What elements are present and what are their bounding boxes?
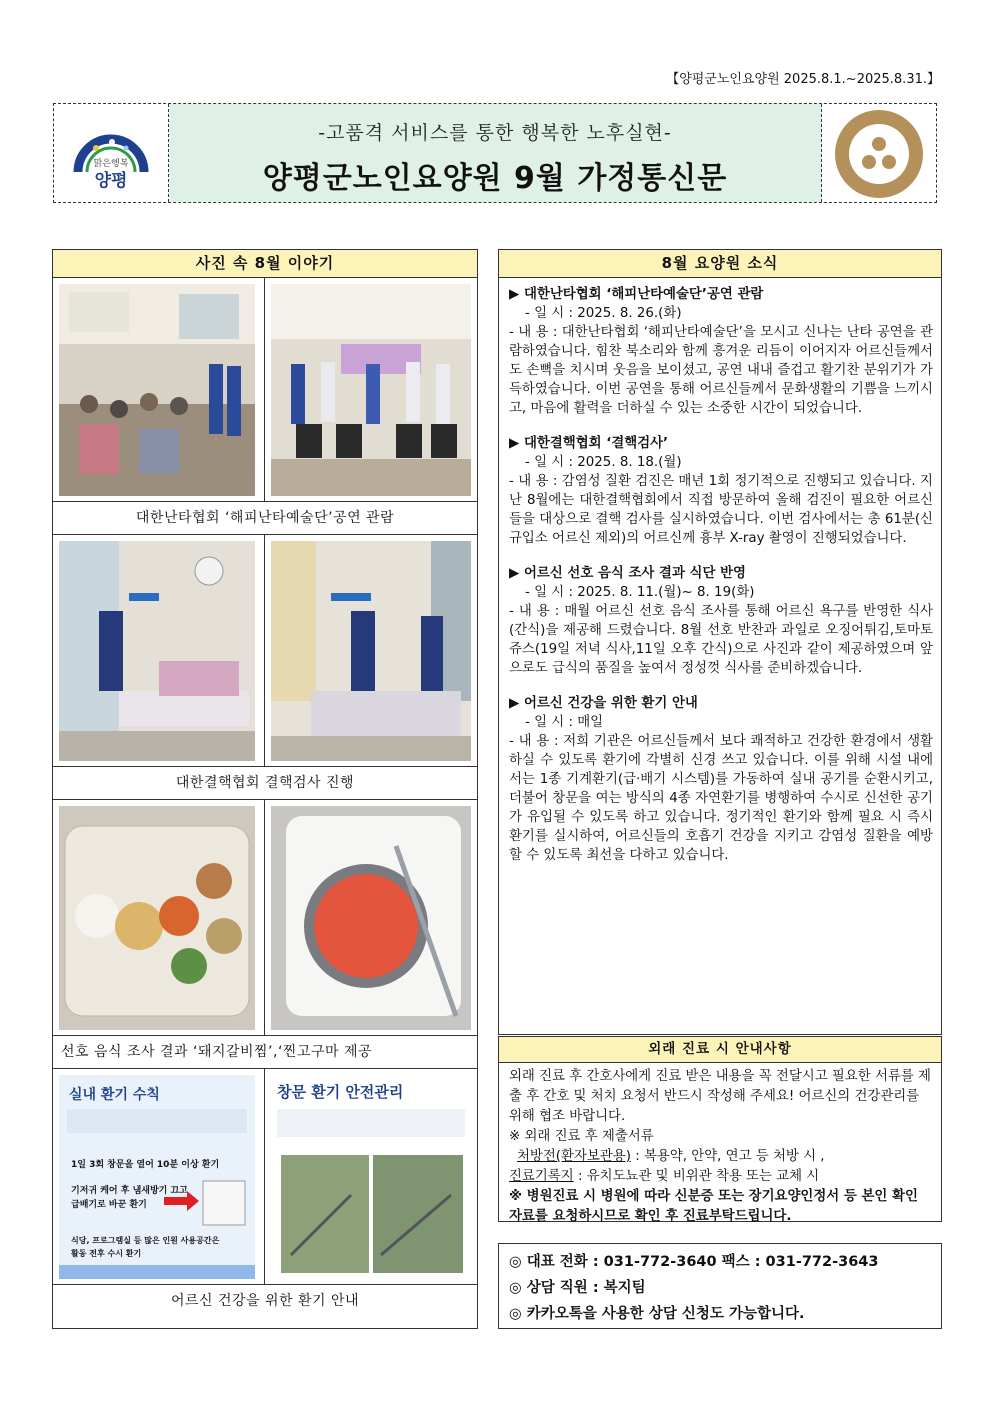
photo-meal-tray xyxy=(53,800,265,1035)
page-title: 양평군노인요양원 9월 가정통신문 xyxy=(262,161,728,196)
news-body-3: - 내 용 : 매월 어르신 선호 음식 조사를 통해 어르신 욕구를 반영한 식사(간식)을 제공해 드렸습니다. 8월 선호 반찬과 과일로 오징어튀김,토마토쥬스(19일 저녁 식사,11일 오후 간식)으로 사진과 같이 제공하였으며 앞으로도 급식의 품질을 높여서 정성껏 식사를 준비하겠습니다. xyxy=(509,604,933,676)
poster-window-safety xyxy=(265,1069,477,1284)
poster1-title: 실내 환기 수칙 xyxy=(69,1087,160,1103)
news-body-2: - 내 용 : 감염성 질환 검진은 매년 1회 정기적으로 진행되고 있습니다. 지난 8월에는 대한결핵협회에서 직접 방문하여 올해 검진이 필요한 어르신들을 대상으로 결핵 검사를 실시하였습니다. 이번 검사에서는 총 61분(신규입소 어르신 제외)의 어르신께 흉부 X-ray 촬영이 진행되었습니다. xyxy=(509,474,933,546)
subtitle: -고품격 서비스를 통한 행복한 노후실현- xyxy=(318,122,672,144)
contact-kakao: ◎ 카카오톡을 사용한 상담 신청도 가능합니다. xyxy=(509,1306,805,1322)
poster2-title: 창문 환기 안전관리 xyxy=(277,1083,404,1101)
period-label: 【양평군노인요양원 2025.8.1.~2025.8.31.】 xyxy=(666,72,940,87)
news-panel xyxy=(498,249,942,1035)
news-title-1: ▶ 대한난타협회 ‘해피난타예술단’공연 관람 xyxy=(509,287,764,302)
photo-nanta-performance xyxy=(265,278,477,501)
photo-story-panel xyxy=(52,249,478,1329)
poster-indoor-ventilation xyxy=(53,1069,265,1284)
photo-row-food xyxy=(53,800,477,1036)
poster1-line5: 활동 전후 수시 환기 xyxy=(71,1249,142,1258)
notice-rx-line xyxy=(509,1147,931,1167)
notice-body xyxy=(499,1063,941,1231)
caption-food: 선호 음식 조사 결과 ‘돼지갈비찜’,‘찐고구마 제공 xyxy=(53,1036,477,1069)
notice-rx-text: : 복용약, 안약, 연고 등 처방 시 , xyxy=(630,1149,825,1164)
emblem-icon xyxy=(822,104,936,204)
caption-ventilation: 어르신 건강을 위한 환기 안내 xyxy=(170,1293,360,1309)
poster1-line1: 1일 3회 창문을 열어 10분 이상 환기 xyxy=(71,1160,220,1170)
photo-story-heading: 사진 속 8월 이야기 xyxy=(53,250,477,278)
notice-intro: 외래 진료 후 간호사에게 진료 받은 내용을 꼭 전달시고 필요한 서류를 제출 후 간호 및 처치 요청서 반드시 작성해 주세요! 어르신의 건강관리를 위해 협조 바랍니다. xyxy=(509,1069,931,1124)
news-title-3: ▶ 어르신 선호 음식 조사 결과 식단 반영 xyxy=(509,566,746,581)
news-body-1: - 내 용 : 대한난타협회 ‘해피난타예술단’을 모시고 신나는 난타 공연을 관람하였습니다. 힘찬 북소리와 함께 흥겨운 리듬이 이어지자 어르신들께서도 손뼉을 치시며 웃음을 보이셨고, 공연 내내 즐겁고 활기찬 분위기가 가득하였습니다. 이번 공연을 통해 어르신들께서 문화생활의 기쁨을 느끼시고, 마음에 활력을 더하실 수 있는 소중한 시간이 되었습니다. xyxy=(509,325,933,416)
poster1-line4: 식당, 프로그램실 등 많은 인원 사용공간은 xyxy=(71,1236,220,1245)
header-title-area xyxy=(169,104,822,202)
news-date-4: - 일 시 : 매일 xyxy=(525,715,604,730)
notice-rec-line xyxy=(509,1167,931,1187)
caption-tb: 대한결핵협회 결핵검사 진행 xyxy=(53,767,477,800)
notice-rec-label: 진료기록지 xyxy=(509,1169,574,1184)
news-date-1: - 일 시 : 2025. 8. 26.(화) xyxy=(525,306,682,321)
photo-nanta-audience xyxy=(53,278,265,501)
photo-tb-xray-1 xyxy=(53,535,265,766)
news-heading: 8월 요양원 소식 xyxy=(499,250,941,278)
notice-warning: ※ 병원진료 시 병원에 따라 신분증 또는 장기요양인정서 등 본인 확인 자료를 요청하시므로 확인 후 진료부탁드립니다. xyxy=(509,1189,918,1224)
contact-phone: ◎ 대표 전화 : 031-772-3640 팩스 : 031-772-3643 xyxy=(509,1254,879,1270)
news-date-3: - 일 시 : 2025. 8. 11.(월)~ 8. 19(화) xyxy=(525,585,755,600)
notice-rx-label: 처방전(환자보관용) xyxy=(517,1149,631,1164)
caption-nanta: 대한난타협회 ‘해피난타예술단’공연 관람 xyxy=(53,502,477,535)
photo-row-nanta xyxy=(53,278,477,502)
news-title-2: ▶ 대한결핵협회 ‘결핵검사’ xyxy=(509,436,669,451)
outpatient-notice xyxy=(498,1036,942,1222)
logo-small-text: 맑은행복 xyxy=(93,159,129,169)
contact-box xyxy=(498,1243,942,1329)
news-date-2: - 일 시 : 2025. 8. 18.(월) xyxy=(525,455,682,470)
logo-big-text: 양평 xyxy=(94,171,128,191)
photo-row-ventilation xyxy=(53,1069,477,1285)
photo-row-tb xyxy=(53,535,477,767)
news-title-4: ▶ 어르신 건강을 위한 환기 안내 xyxy=(509,696,698,711)
notice-heading: 외래 진료 시 안내사항 xyxy=(499,1037,941,1063)
rainbow-logo-icon xyxy=(54,104,169,204)
photo-tb-xray-2 xyxy=(265,535,477,766)
emblem-area xyxy=(822,104,936,202)
notice-rec-text: : 유치도뇨관 및 비위관 착용 또는 교체 시 xyxy=(573,1169,820,1184)
poster1-line2: 기저귀 케어 후 냄새방기 끄고 xyxy=(71,1186,188,1196)
poster1-line3: 급배기로 바꾼 환기 xyxy=(71,1200,147,1210)
news-list xyxy=(499,278,941,865)
news-body-4: - 내 용 : 저희 기관은 어르신들께서 보다 쾌적하고 건강한 환경에서 생활하실 수 있도록 환기에 각별히 신경 쓰고 있습니다. 이를 위해 시설 내에서는 1종 기계환기(급·배기 시스템)를 가동하여 실내 공기를 순환시키고, 더불어 창문을 여는 방식의 4종 자연환기를 병행하여 수시로 신선한 공기가 유입될 수 있도록 하고 있습니다. 정기적인 환기와 함께 필요 시 즉시 환기를 실시하여, 어르신들의 호흡기 건강을 지키고 감염성 질환을 예방할 수 있도록 최선을 다하고 있습니다. xyxy=(509,734,933,863)
notice-sub: ※ 외래 진료 후 제출서류 xyxy=(509,1129,654,1144)
yangpyeong-logo xyxy=(54,104,169,202)
contact-staff: ◎ 상담 직원 : 복지팀 xyxy=(509,1280,646,1296)
photo-tomato-juice xyxy=(265,800,477,1035)
header-box xyxy=(53,103,937,203)
